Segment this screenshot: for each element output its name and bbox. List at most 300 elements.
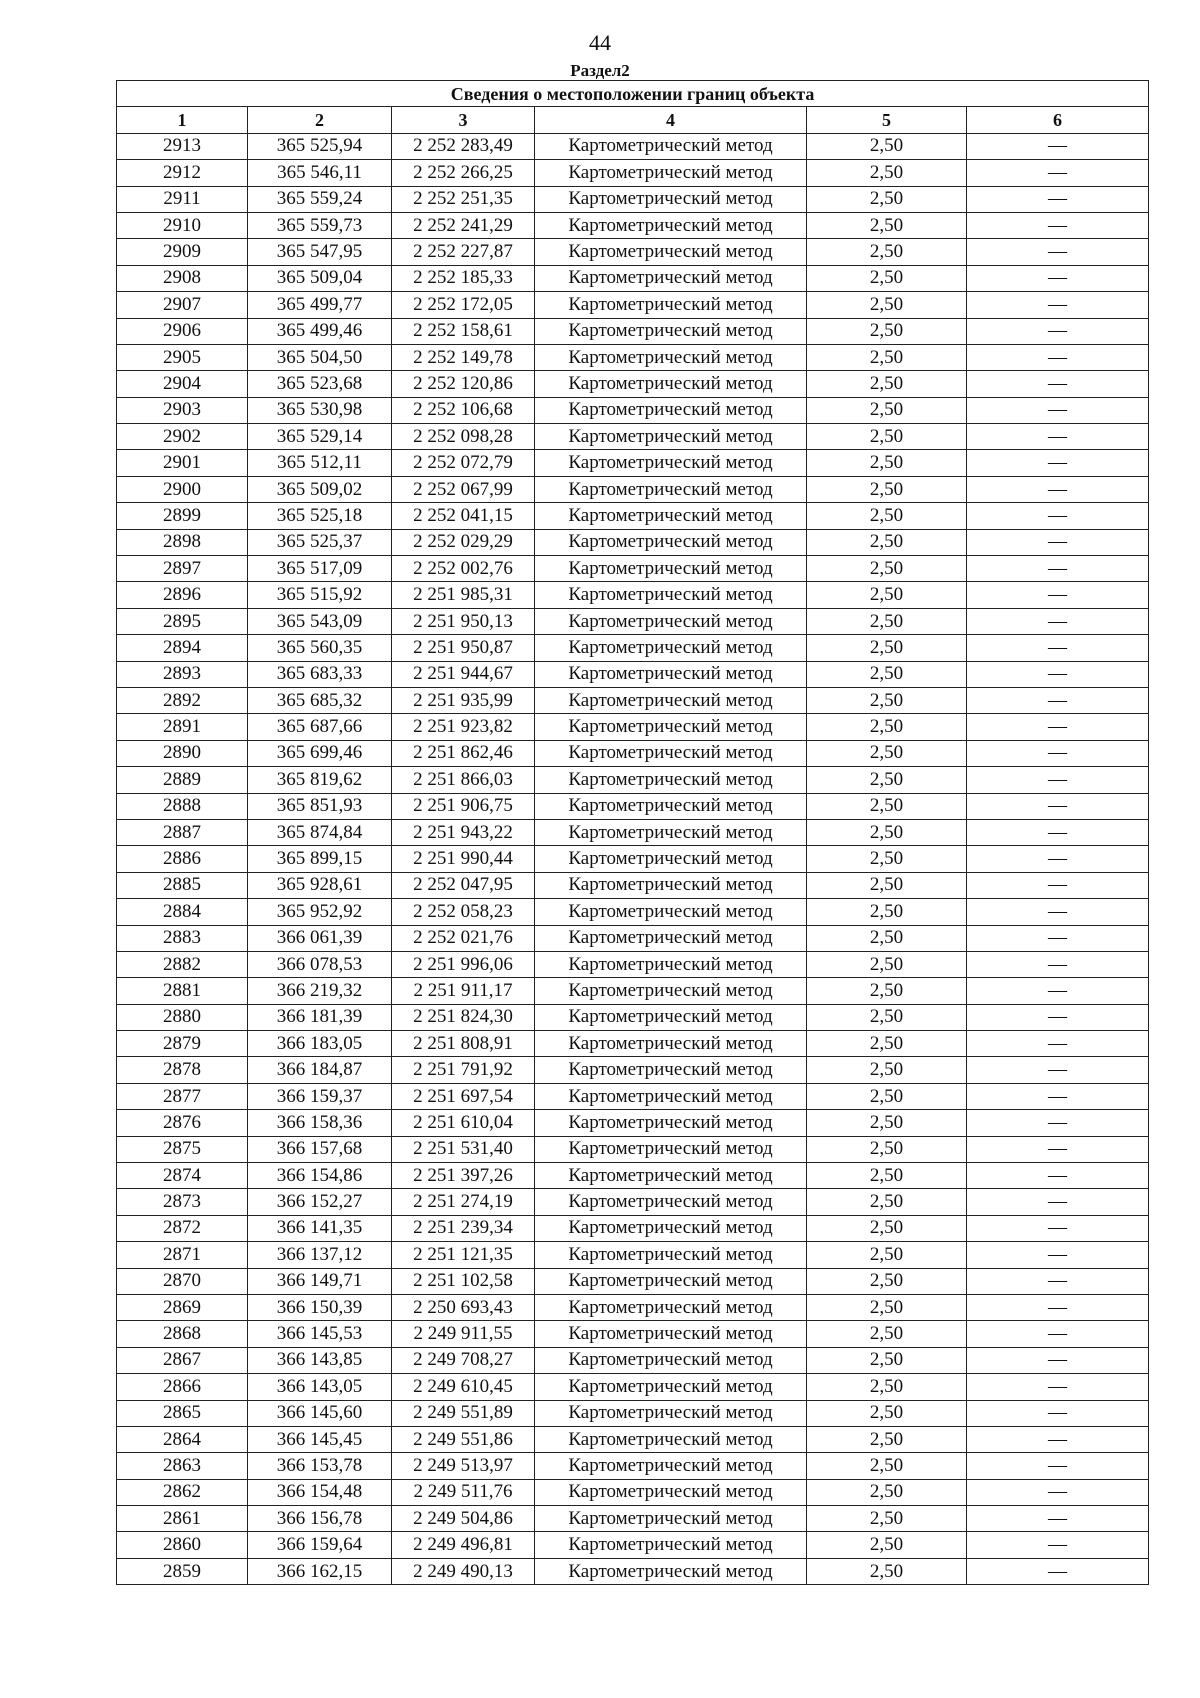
method-cell: Картометрический метод bbox=[535, 925, 807, 951]
point-number-cell: 2907 bbox=[117, 292, 248, 318]
accuracy-cell: 2,50 bbox=[807, 1479, 967, 1505]
x-coordinate-cell: 366 145,45 bbox=[248, 1426, 392, 1452]
note-cell: — bbox=[967, 371, 1149, 397]
table-row bbox=[117, 1189, 1149, 1215]
accuracy-cell: 2,50 bbox=[807, 556, 967, 582]
accuracy-cell: 2,50 bbox=[807, 371, 967, 397]
table-row bbox=[117, 978, 1149, 1004]
table-row bbox=[117, 1506, 1149, 1532]
point-number-cell: 2899 bbox=[117, 503, 248, 529]
point-number-cell: 2879 bbox=[117, 1031, 248, 1057]
table-row bbox=[117, 1347, 1149, 1373]
y-coordinate-cell: 2 251 610,04 bbox=[392, 1110, 535, 1136]
note-cell: — bbox=[967, 1242, 1149, 1268]
method-cell: Картометрический метод bbox=[535, 635, 807, 661]
x-coordinate-cell: 365 525,94 bbox=[248, 133, 392, 159]
x-coordinate-cell: 366 137,12 bbox=[248, 1242, 392, 1268]
column-header-1: 1 bbox=[117, 107, 248, 133]
point-number-cell: 2870 bbox=[117, 1268, 248, 1294]
y-coordinate-cell: 2 252 120,86 bbox=[392, 371, 535, 397]
x-coordinate-cell: 365 525,18 bbox=[248, 503, 392, 529]
table-row bbox=[117, 476, 1149, 502]
table-row bbox=[117, 1426, 1149, 1452]
point-number-cell: 2862 bbox=[117, 1479, 248, 1505]
method-cell: Картометрический метод bbox=[535, 1215, 807, 1241]
note-cell: — bbox=[967, 397, 1149, 423]
note-cell: — bbox=[967, 1558, 1149, 1584]
method-cell: Картометрический метод bbox=[535, 1426, 807, 1452]
x-coordinate-cell: 365 559,73 bbox=[248, 212, 392, 238]
method-cell: Картометрический метод bbox=[535, 133, 807, 159]
note-cell: — bbox=[967, 687, 1149, 713]
y-coordinate-cell: 2 249 708,27 bbox=[392, 1347, 535, 1373]
table-row bbox=[117, 133, 1149, 159]
method-cell: Картометрический метод bbox=[535, 1163, 807, 1189]
table-row bbox=[117, 265, 1149, 291]
method-cell: Картометрический метод bbox=[535, 1057, 807, 1083]
y-coordinate-cell: 2 251 397,26 bbox=[392, 1163, 535, 1189]
table-row bbox=[117, 556, 1149, 582]
table-row bbox=[117, 344, 1149, 370]
point-number-cell: 2901 bbox=[117, 450, 248, 476]
note-cell: — bbox=[967, 899, 1149, 925]
table-row bbox=[117, 635, 1149, 661]
table-row bbox=[117, 1321, 1149, 1347]
method-cell: Картометрический метод bbox=[535, 1268, 807, 1294]
table-row bbox=[117, 1294, 1149, 1320]
method-cell: Картометрический метод bbox=[535, 344, 807, 370]
y-coordinate-cell: 2 251 950,13 bbox=[392, 608, 535, 634]
point-number-cell: 2902 bbox=[117, 424, 248, 450]
table-row bbox=[117, 582, 1149, 608]
y-coordinate-cell: 2 251 239,34 bbox=[392, 1215, 535, 1241]
table-body bbox=[117, 133, 1149, 1584]
accuracy-cell: 2,50 bbox=[807, 1004, 967, 1030]
method-cell: Картометрический метод bbox=[535, 529, 807, 555]
table-row bbox=[117, 608, 1149, 634]
accuracy-cell: 2,50 bbox=[807, 397, 967, 423]
note-cell: — bbox=[967, 1532, 1149, 1558]
accuracy-cell: 2,50 bbox=[807, 1506, 967, 1532]
x-coordinate-cell: 365 525,37 bbox=[248, 529, 392, 555]
method-cell: Картометрический метод bbox=[535, 582, 807, 608]
note-cell: — bbox=[967, 1031, 1149, 1057]
accuracy-cell: 2,50 bbox=[807, 1558, 967, 1584]
table-row bbox=[117, 846, 1149, 872]
accuracy-cell: 2,50 bbox=[807, 1347, 967, 1373]
x-coordinate-cell: 366 156,78 bbox=[248, 1506, 392, 1532]
point-number-cell: 2861 bbox=[117, 1506, 248, 1532]
table-row bbox=[117, 529, 1149, 555]
table-row bbox=[117, 424, 1149, 450]
method-cell: Картометрический метод bbox=[535, 1294, 807, 1320]
accuracy-cell: 2,50 bbox=[807, 1426, 967, 1452]
table-row bbox=[117, 1400, 1149, 1426]
x-coordinate-cell: 365 899,15 bbox=[248, 846, 392, 872]
accuracy-cell: 2,50 bbox=[807, 1189, 967, 1215]
method-cell: Картометрический метод bbox=[535, 371, 807, 397]
note-cell: — bbox=[967, 1189, 1149, 1215]
method-cell: Картометрический метод bbox=[535, 846, 807, 872]
note-cell: — bbox=[967, 1215, 1149, 1241]
x-coordinate-cell: 365 543,09 bbox=[248, 608, 392, 634]
note-cell: — bbox=[967, 239, 1149, 265]
method-cell: Картометрический метод bbox=[535, 1558, 807, 1584]
y-coordinate-cell: 2 251 866,03 bbox=[392, 767, 535, 793]
note-cell: — bbox=[967, 635, 1149, 661]
point-number-cell: 2911 bbox=[117, 186, 248, 212]
accuracy-cell: 2,50 bbox=[807, 424, 967, 450]
y-coordinate-cell: 2 252 106,68 bbox=[392, 397, 535, 423]
y-coordinate-cell: 2 252 158,61 bbox=[392, 318, 535, 344]
note-cell: — bbox=[967, 951, 1149, 977]
y-coordinate-cell: 2 251 808,91 bbox=[392, 1031, 535, 1057]
x-coordinate-cell: 366 162,15 bbox=[248, 1558, 392, 1584]
y-coordinate-cell: 2 251 531,40 bbox=[392, 1136, 535, 1162]
y-coordinate-cell: 2 249 504,86 bbox=[392, 1506, 535, 1532]
page-number: 44 bbox=[589, 30, 611, 55]
accuracy-cell: 2,50 bbox=[807, 714, 967, 740]
accuracy-cell: 2,50 bbox=[807, 133, 967, 159]
x-coordinate-cell: 366 150,39 bbox=[248, 1294, 392, 1320]
point-number-cell: 2898 bbox=[117, 529, 248, 555]
method-cell: Картометрический метод bbox=[535, 476, 807, 502]
point-number-cell: 2869 bbox=[117, 1294, 248, 1320]
accuracy-cell: 2,50 bbox=[807, 1031, 967, 1057]
method-cell: Картометрический метод bbox=[535, 1242, 807, 1268]
point-number-cell: 2868 bbox=[117, 1321, 248, 1347]
method-cell: Картометрический метод bbox=[535, 793, 807, 819]
x-coordinate-cell: 366 145,60 bbox=[248, 1400, 392, 1426]
y-coordinate-cell: 2 252 058,23 bbox=[392, 899, 535, 925]
point-number-cell: 2892 bbox=[117, 687, 248, 713]
accuracy-cell: 2,50 bbox=[807, 186, 967, 212]
note-cell: — bbox=[967, 133, 1149, 159]
accuracy-cell: 2,50 bbox=[807, 978, 967, 1004]
method-cell: Картометрический метод bbox=[535, 687, 807, 713]
point-number-cell: 2896 bbox=[117, 582, 248, 608]
table-row bbox=[117, 1479, 1149, 1505]
accuracy-cell: 2,50 bbox=[807, 793, 967, 819]
y-coordinate-cell: 2 249 610,45 bbox=[392, 1374, 535, 1400]
table-row bbox=[117, 292, 1149, 318]
method-cell: Картометрический метод bbox=[535, 1136, 807, 1162]
x-coordinate-cell: 366 159,37 bbox=[248, 1083, 392, 1109]
accuracy-cell: 2,50 bbox=[807, 740, 967, 766]
accuracy-cell: 2,50 bbox=[807, 1136, 967, 1162]
x-coordinate-cell: 366 158,36 bbox=[248, 1110, 392, 1136]
point-number-cell: 2889 bbox=[117, 767, 248, 793]
y-coordinate-cell: 2 252 251,35 bbox=[392, 186, 535, 212]
method-cell: Картометрический метод bbox=[535, 212, 807, 238]
x-coordinate-cell: 365 529,14 bbox=[248, 424, 392, 450]
x-coordinate-cell: 365 687,66 bbox=[248, 714, 392, 740]
point-number-cell: 2908 bbox=[117, 265, 248, 291]
column-header-6: 6 bbox=[967, 107, 1149, 133]
point-number-cell: 2880 bbox=[117, 1004, 248, 1030]
accuracy-cell: 2,50 bbox=[807, 1083, 967, 1109]
table-row bbox=[117, 1163, 1149, 1189]
table-row bbox=[117, 793, 1149, 819]
x-coordinate-cell: 365 683,33 bbox=[248, 661, 392, 687]
accuracy-cell: 2,50 bbox=[807, 1532, 967, 1558]
note-cell: — bbox=[967, 714, 1149, 740]
method-cell: Картометрический метод bbox=[535, 1110, 807, 1136]
table-row bbox=[117, 212, 1149, 238]
table-row bbox=[117, 1031, 1149, 1057]
column-header-2: 2 bbox=[248, 107, 392, 133]
method-cell: Картометрический метод bbox=[535, 397, 807, 423]
note-cell: — bbox=[967, 556, 1149, 582]
point-number-cell: 2888 bbox=[117, 793, 248, 819]
x-coordinate-cell: 366 154,86 bbox=[248, 1163, 392, 1189]
method-cell: Картометрический метод bbox=[535, 1400, 807, 1426]
note-cell: — bbox=[967, 186, 1149, 212]
x-coordinate-cell: 366 061,39 bbox=[248, 925, 392, 951]
x-coordinate-cell: 366 219,32 bbox=[248, 978, 392, 1004]
accuracy-cell: 2,50 bbox=[807, 819, 967, 845]
note-cell: — bbox=[967, 1083, 1149, 1109]
table-row bbox=[117, 819, 1149, 845]
point-number-cell: 2885 bbox=[117, 872, 248, 898]
point-number-cell: 2897 bbox=[117, 556, 248, 582]
method-cell: Картометрический метод bbox=[535, 661, 807, 687]
accuracy-cell: 2,50 bbox=[807, 1294, 967, 1320]
note-cell: — bbox=[967, 318, 1149, 344]
method-cell: Картометрический метод bbox=[535, 265, 807, 291]
x-coordinate-cell: 366 159,64 bbox=[248, 1532, 392, 1558]
table-row bbox=[117, 951, 1149, 977]
accuracy-cell: 2,50 bbox=[807, 925, 967, 951]
point-number-cell: 2883 bbox=[117, 925, 248, 951]
x-coordinate-cell: 366 154,48 bbox=[248, 1479, 392, 1505]
note-cell: — bbox=[967, 529, 1149, 555]
accuracy-cell: 2,50 bbox=[807, 872, 967, 898]
point-number-cell: 2860 bbox=[117, 1532, 248, 1558]
y-coordinate-cell: 2 251 862,46 bbox=[392, 740, 535, 766]
method-cell: Картометрический метод bbox=[535, 239, 807, 265]
table-row bbox=[117, 397, 1149, 423]
point-number-cell: 2874 bbox=[117, 1163, 248, 1189]
x-coordinate-cell: 365 517,09 bbox=[248, 556, 392, 582]
x-coordinate-cell: 365 523,68 bbox=[248, 371, 392, 397]
x-coordinate-cell: 365 559,24 bbox=[248, 186, 392, 212]
method-cell: Картометрический метод bbox=[535, 819, 807, 845]
method-cell: Картометрический метод bbox=[535, 1031, 807, 1057]
accuracy-cell: 2,50 bbox=[807, 160, 967, 186]
y-coordinate-cell: 2 252 172,05 bbox=[392, 292, 535, 318]
note-cell: — bbox=[967, 1268, 1149, 1294]
point-number-cell: 2903 bbox=[117, 397, 248, 423]
accuracy-cell: 2,50 bbox=[807, 1321, 967, 1347]
note-cell: — bbox=[967, 1057, 1149, 1083]
accuracy-cell: 2,50 bbox=[807, 292, 967, 318]
y-coordinate-cell: 2 251 985,31 bbox=[392, 582, 535, 608]
boundary-coordinates-table bbox=[116, 80, 1149, 1585]
x-coordinate-cell: 366 141,35 bbox=[248, 1215, 392, 1241]
note-cell: — bbox=[967, 925, 1149, 951]
point-number-cell: 2877 bbox=[117, 1083, 248, 1109]
method-cell: Картометрический метод bbox=[535, 556, 807, 582]
note-cell: — bbox=[967, 1506, 1149, 1532]
accuracy-cell: 2,50 bbox=[807, 951, 967, 977]
table-row bbox=[117, 1215, 1149, 1241]
table-row bbox=[117, 1083, 1149, 1109]
table-row bbox=[117, 687, 1149, 713]
x-coordinate-cell: 366 181,39 bbox=[248, 1004, 392, 1030]
method-cell: Картометрический метод bbox=[535, 899, 807, 925]
note-cell: — bbox=[967, 476, 1149, 502]
point-number-cell: 2863 bbox=[117, 1453, 248, 1479]
table-row bbox=[117, 318, 1149, 344]
y-coordinate-cell: 2 252 283,49 bbox=[392, 133, 535, 159]
point-number-cell: 2891 bbox=[117, 714, 248, 740]
method-cell: Картометрический метод bbox=[535, 1374, 807, 1400]
x-coordinate-cell: 366 143,85 bbox=[248, 1347, 392, 1373]
point-number-cell: 2910 bbox=[117, 212, 248, 238]
note-cell: — bbox=[967, 978, 1149, 1004]
y-coordinate-cell: 2 252 072,79 bbox=[392, 450, 535, 476]
method-cell: Картометрический метод bbox=[535, 160, 807, 186]
x-coordinate-cell: 366 078,53 bbox=[248, 951, 392, 977]
y-coordinate-cell: 2 249 511,76 bbox=[392, 1479, 535, 1505]
method-cell: Картометрический метод bbox=[535, 978, 807, 1004]
note-cell: — bbox=[967, 872, 1149, 898]
accuracy-cell: 2,50 bbox=[807, 239, 967, 265]
x-coordinate-cell: 365 819,62 bbox=[248, 767, 392, 793]
method-cell: Картометрический метод bbox=[535, 450, 807, 476]
x-coordinate-cell: 366 143,05 bbox=[248, 1374, 392, 1400]
accuracy-cell: 2,50 bbox=[807, 1374, 967, 1400]
method-cell: Картометрический метод bbox=[535, 318, 807, 344]
y-coordinate-cell: 2 252 266,25 bbox=[392, 160, 535, 186]
point-number-cell: 2886 bbox=[117, 846, 248, 872]
note-cell: — bbox=[967, 846, 1149, 872]
point-number-cell: 2882 bbox=[117, 951, 248, 977]
note-cell: — bbox=[967, 160, 1149, 186]
note-cell: — bbox=[967, 344, 1149, 370]
table-row bbox=[117, 503, 1149, 529]
accuracy-cell: 2,50 bbox=[807, 899, 967, 925]
method-cell: Картометрический метод bbox=[535, 1479, 807, 1505]
point-number-cell: 2893 bbox=[117, 661, 248, 687]
table-row bbox=[117, 186, 1149, 212]
y-coordinate-cell: 2 249 911,55 bbox=[392, 1321, 535, 1347]
x-coordinate-cell: 365 699,46 bbox=[248, 740, 392, 766]
note-cell: — bbox=[967, 1136, 1149, 1162]
accuracy-cell: 2,50 bbox=[807, 661, 967, 687]
section-title: Раздел2 bbox=[570, 61, 630, 80]
x-coordinate-cell: 365 546,11 bbox=[248, 160, 392, 186]
point-number-cell: 2884 bbox=[117, 899, 248, 925]
y-coordinate-cell: 2 252 185,33 bbox=[392, 265, 535, 291]
accuracy-cell: 2,50 bbox=[807, 212, 967, 238]
method-cell: Картометрический метод bbox=[535, 1321, 807, 1347]
x-coordinate-cell: 366 145,53 bbox=[248, 1321, 392, 1347]
table-row bbox=[117, 1242, 1149, 1268]
point-number-cell: 2872 bbox=[117, 1215, 248, 1241]
y-coordinate-cell: 2 252 041,15 bbox=[392, 503, 535, 529]
note-cell: — bbox=[967, 1426, 1149, 1452]
y-coordinate-cell: 2 251 697,54 bbox=[392, 1083, 535, 1109]
y-coordinate-cell: 2 249 513,97 bbox=[392, 1453, 535, 1479]
column-header-4: 4 bbox=[535, 107, 807, 133]
method-cell: Картометрический метод bbox=[535, 1506, 807, 1532]
point-number-cell: 2875 bbox=[117, 1136, 248, 1162]
accuracy-cell: 2,50 bbox=[807, 582, 967, 608]
accuracy-cell: 2,50 bbox=[807, 265, 967, 291]
method-cell: Картометрический метод bbox=[535, 1532, 807, 1558]
method-cell: Картометрический метод bbox=[535, 608, 807, 634]
accuracy-cell: 2,50 bbox=[807, 846, 967, 872]
y-coordinate-cell: 2 252 021,76 bbox=[392, 925, 535, 951]
point-number-cell: 2900 bbox=[117, 476, 248, 502]
x-coordinate-cell: 366 157,68 bbox=[248, 1136, 392, 1162]
method-cell: Картометрический метод bbox=[535, 424, 807, 450]
table-row bbox=[117, 1453, 1149, 1479]
x-coordinate-cell: 365 530,98 bbox=[248, 397, 392, 423]
table-row bbox=[117, 925, 1149, 951]
table-caption: Сведения о местоположении границ объекта bbox=[117, 81, 1149, 107]
method-cell: Картометрический метод bbox=[535, 767, 807, 793]
point-number-cell: 2864 bbox=[117, 1426, 248, 1452]
x-coordinate-cell: 365 512,11 bbox=[248, 450, 392, 476]
accuracy-cell: 2,50 bbox=[807, 1163, 967, 1189]
x-coordinate-cell: 365 509,02 bbox=[248, 476, 392, 502]
accuracy-cell: 2,50 bbox=[807, 318, 967, 344]
x-coordinate-cell: 365 685,32 bbox=[248, 687, 392, 713]
method-cell: Картометрический метод bbox=[535, 1004, 807, 1030]
note-cell: — bbox=[967, 265, 1149, 291]
note-cell: — bbox=[967, 1321, 1149, 1347]
y-coordinate-cell: 2 252 029,29 bbox=[392, 529, 535, 555]
x-coordinate-cell: 365 952,92 bbox=[248, 899, 392, 925]
note-cell: — bbox=[967, 1479, 1149, 1505]
y-coordinate-cell: 2 251 274,19 bbox=[392, 1189, 535, 1215]
method-cell: Картометрический метод bbox=[535, 503, 807, 529]
note-cell: — bbox=[967, 1453, 1149, 1479]
point-number-cell: 2865 bbox=[117, 1400, 248, 1426]
x-coordinate-cell: 365 515,92 bbox=[248, 582, 392, 608]
point-number-cell: 2878 bbox=[117, 1057, 248, 1083]
point-number-cell: 2890 bbox=[117, 740, 248, 766]
y-coordinate-cell: 2 251 996,06 bbox=[392, 951, 535, 977]
accuracy-cell: 2,50 bbox=[807, 687, 967, 713]
table-row bbox=[117, 160, 1149, 186]
point-number-cell: 2913 bbox=[117, 133, 248, 159]
table-row bbox=[117, 1057, 1149, 1083]
y-coordinate-cell: 2 249 496,81 bbox=[392, 1532, 535, 1558]
x-coordinate-cell: 365 547,95 bbox=[248, 239, 392, 265]
y-coordinate-cell: 2 252 227,87 bbox=[392, 239, 535, 265]
y-coordinate-cell: 2 251 824,30 bbox=[392, 1004, 535, 1030]
y-coordinate-cell: 2 252 047,95 bbox=[392, 872, 535, 898]
accuracy-cell: 2,50 bbox=[807, 608, 967, 634]
note-cell: — bbox=[967, 582, 1149, 608]
note-cell: — bbox=[967, 292, 1149, 318]
x-coordinate-cell: 366 183,05 bbox=[248, 1031, 392, 1057]
y-coordinate-cell: 2 251 911,17 bbox=[392, 978, 535, 1004]
point-number-cell: 2871 bbox=[117, 1242, 248, 1268]
note-cell: — bbox=[967, 1110, 1149, 1136]
table-row bbox=[117, 899, 1149, 925]
table-row bbox=[117, 239, 1149, 265]
method-cell: Картометрический метод bbox=[535, 872, 807, 898]
column-number-row bbox=[117, 107, 1149, 133]
table-row bbox=[117, 1004, 1149, 1030]
x-coordinate-cell: 365 499,46 bbox=[248, 318, 392, 344]
table-row bbox=[117, 661, 1149, 687]
